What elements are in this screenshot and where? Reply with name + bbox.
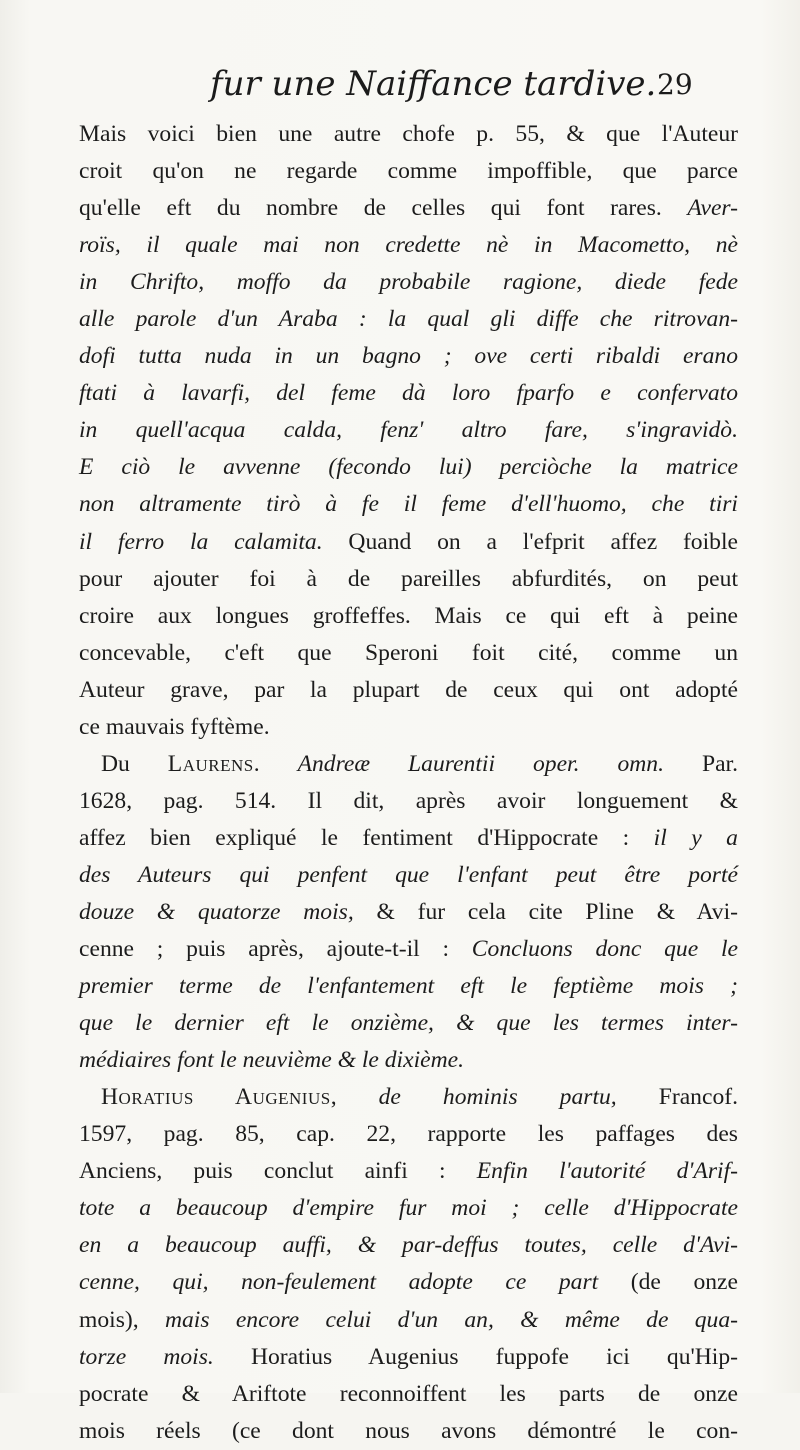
text-segment: premier terme de l'enfantement eft le feptième mois ; bbox=[79, 973, 738, 1000]
text-line bbox=[79, 338, 738, 375]
text-segment: Du bbox=[101, 750, 168, 777]
text-segment: mois), bbox=[79, 1306, 165, 1333]
text-line bbox=[79, 486, 738, 523]
text-line bbox=[79, 1190, 738, 1227]
text-line bbox=[79, 190, 738, 227]
text-line bbox=[79, 1079, 738, 1116]
text-segment: . bbox=[253, 750, 298, 777]
text-segment: il y a bbox=[653, 824, 738, 851]
text-segment: douze & quatorze mois, bbox=[79, 898, 377, 925]
text-segment: alle parole d'un Araba : la qual gli diffe che ritrovan- bbox=[79, 306, 738, 333]
text-line bbox=[79, 1042, 738, 1079]
text-segment: mois réels (ce dont nous avons démontré le con- bbox=[79, 1417, 738, 1444]
text-segment: croire aux longues groffeffes. Mais ce qui eft à peine bbox=[79, 602, 738, 629]
text-line bbox=[79, 820, 738, 857]
text-line bbox=[79, 1116, 738, 1153]
text-line bbox=[79, 857, 738, 894]
text-segment: 1597, pag. 85, cap. 22, rapporte les paffages des bbox=[79, 1121, 738, 1148]
text-segment: dofi tutta nuda in un bagno ; ove certi ribaldi erano bbox=[79, 343, 738, 370]
text-segment: 1628, pag. 514. Il dit, après avoir longuement & bbox=[79, 787, 738, 814]
body-text bbox=[79, 116, 738, 1450]
text-line bbox=[79, 561, 738, 598]
text-segment: tote a beaucoup d'empire fur moi ; celle d'Hippocrate bbox=[79, 1195, 738, 1222]
text-line bbox=[79, 449, 738, 486]
page-number: 29 bbox=[657, 68, 693, 101]
text-segment: des Auteurs qui penfent que l'enfant peut être porté bbox=[79, 861, 738, 888]
text-line bbox=[79, 1227, 738, 1264]
text-line bbox=[79, 894, 738, 931]
text-segment: qu'elle eft du nombre de celles qui font rares. bbox=[79, 195, 688, 222]
text-line bbox=[79, 635, 738, 672]
text-line bbox=[79, 412, 738, 449]
text-segment: , bbox=[330, 1084, 379, 1111]
text-line bbox=[79, 598, 738, 635]
text-segment: ftati à lavarfi, del feme dà loro fparfo e confervato bbox=[79, 380, 738, 407]
text-segment: roïs, il quale mai non credette nè in Macometto, nè bbox=[79, 232, 738, 259]
text-segment: non altramente tirò à fe il feme d'ell'huomo, che tiri bbox=[79, 491, 738, 518]
text-segment: croit qu'on ne regarde comme impoffible, que parce bbox=[79, 158, 738, 185]
text-segment: Horatius Augenius bbox=[101, 1084, 331, 1111]
text-segment: affez bien expliqué le fentiment d'Hippocrate : bbox=[79, 824, 654, 851]
text-line bbox=[79, 116, 738, 153]
text-segment: cenne ; puis après, ajoute-t-il : bbox=[79, 936, 472, 963]
text-segment: Quand on a l'efprit affez foible bbox=[348, 528, 738, 555]
text-segment: Andreæ Laurentii oper. omn. bbox=[297, 750, 664, 777]
text-segment: médiaires font le neuvième & le dixième. bbox=[79, 1047, 465, 1074]
text-line bbox=[79, 783, 738, 820]
text-segment: torze mois. bbox=[79, 1343, 251, 1370]
text-line bbox=[79, 672, 738, 709]
text-segment: ce mauvais fyftème. bbox=[79, 713, 270, 740]
text-line bbox=[79, 746, 738, 783]
text-line bbox=[79, 375, 738, 412]
text-segment: E ciò le avvenne (fecondo lui) perciòche la matrice bbox=[79, 454, 738, 481]
text-segment: Francof. bbox=[616, 1084, 738, 1111]
text-line bbox=[79, 1153, 738, 1190]
text-line bbox=[79, 709, 738, 746]
running-title: fur une Naiffance tardive. bbox=[210, 64, 657, 104]
text-line bbox=[79, 264, 738, 301]
text-segment: Mais voici bien une autre chofe p. 55, & que l'Auteur bbox=[79, 121, 738, 147]
text-segment: Anciens, puis conclut ainfi : bbox=[79, 1158, 477, 1185]
text-segment: de hominis partu, bbox=[378, 1084, 617, 1111]
text-line bbox=[79, 153, 738, 190]
text-line bbox=[79, 1005, 738, 1042]
text-segment: pocrate & Ariftote reconnoiffent les parts de onze bbox=[79, 1380, 738, 1407]
text-segment: Auteur grave, par la plupart de ceux qui ont adopté bbox=[79, 676, 738, 703]
text-segment: in Chrifto, moffo da probabile ragione, diede fede bbox=[79, 269, 738, 296]
text-line bbox=[79, 1413, 738, 1450]
text-segment: Laurens bbox=[167, 750, 254, 777]
text-segment: cenne, qui, non-feulement adopte ce part bbox=[79, 1269, 631, 1296]
text-segment: Aver- bbox=[687, 195, 738, 222]
text-segment: Concluons donc que le bbox=[471, 936, 738, 963]
text-segment: Enfin l'autorité d'Arif- bbox=[476, 1158, 738, 1185]
text-segment: Horatius Augenius fuppofe ici qu'Hip- bbox=[250, 1343, 738, 1370]
text-line bbox=[79, 227, 738, 264]
text-line bbox=[79, 968, 738, 1005]
text-segment: Par. bbox=[664, 750, 739, 777]
text-segment: en a beaucoup auffi, & par-deffus toutes, celle d'Avi- bbox=[79, 1232, 738, 1259]
text-line bbox=[79, 301, 738, 338]
text-segment: in quell'acqua calda, fenz' altro fare, s'ingravidò. bbox=[79, 417, 738, 444]
text-segment: pour ajouter foi à de pareilles abfurdités, on peut bbox=[79, 565, 738, 592]
text-segment: concevable, c'eft que Speroni foit cité, comme un bbox=[79, 639, 738, 666]
text-line bbox=[79, 1376, 738, 1413]
text-segment: que le dernier eft le onzième, & que les termes inter- bbox=[79, 1010, 738, 1037]
text-segment: & fur cela cite Pline & Avi- bbox=[376, 898, 739, 925]
text-segment: il ferro la calamita. bbox=[79, 528, 349, 555]
text-line bbox=[79, 524, 738, 561]
text-line bbox=[79, 1264, 738, 1301]
text-line bbox=[79, 1302, 738, 1339]
text-line bbox=[79, 1339, 738, 1376]
text-segment: (de onze bbox=[630, 1269, 739, 1296]
text-segment: mais encore celui d'un an, & même de qua- bbox=[164, 1306, 738, 1333]
text-line bbox=[79, 931, 738, 968]
page-header bbox=[210, 64, 693, 112]
